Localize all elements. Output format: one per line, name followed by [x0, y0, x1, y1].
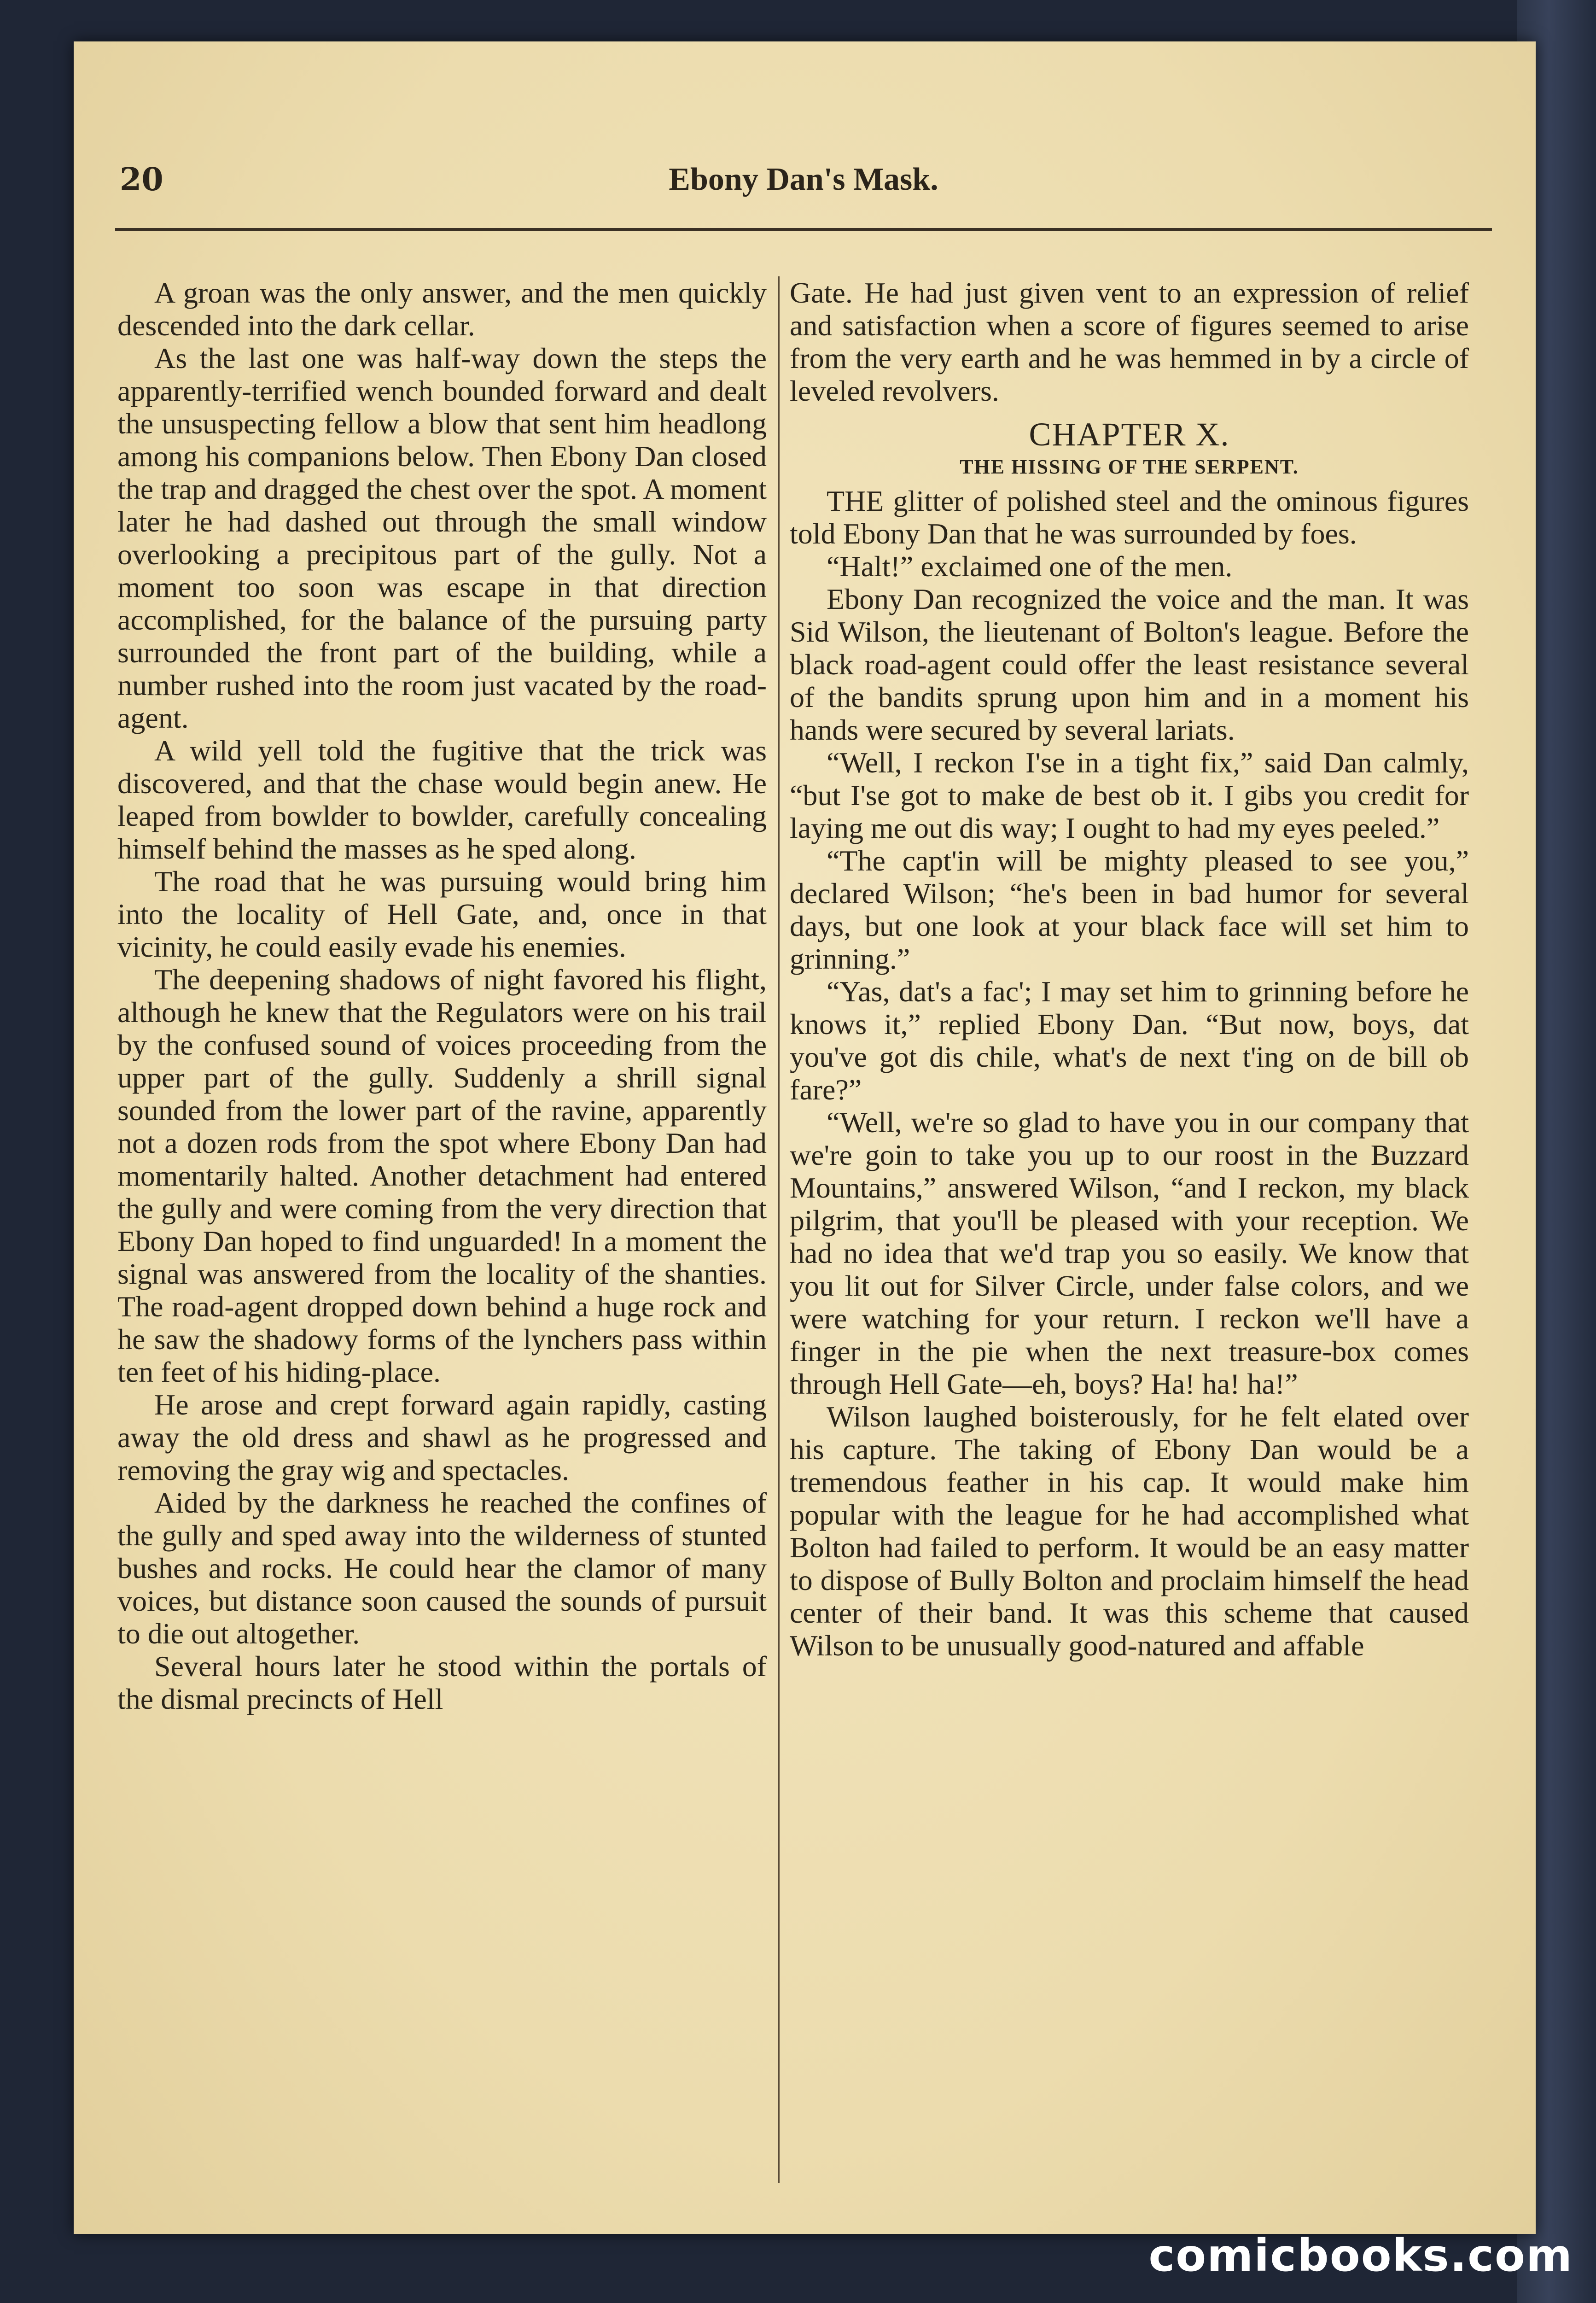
paragraph: A groan was the only answer, and the men quickly descended into the dark cellar. [117, 276, 767, 342]
paragraph: The road that he was pursuing would bring him into the locality of Hell Gate, and, once in that vicinity, he could easily evade his enemies. [117, 865, 767, 963]
header-rule [115, 228, 1492, 231]
paragraph: “Well, we're so glad to have you in our company that we're goin to take you up to our roost in the Buzzard Mountains,” answered Wilson, “and I reckon, my black pilgrim, that you'll be pleased with your reception. We had no idea that we'd trap you so easily. We know that you lit out for Silver Circle, under false colors, and we were watching for your return. I reckon we'll have a finger in the pie when the next treasure-box comes through Hell Gate—eh, boys? Ha! ha! ha!” [790, 1106, 1469, 1400]
page-number: 20 [120, 161, 163, 198]
paragraph: Ebony Dan recognized the voice and the man. It was Sid Wilson, the lieutenant of Bolton's league. Before the black road-agent could offer the least resistance several of the bandits sprung upon him and in a moment his hands were secured by several lariats. [790, 583, 1469, 746]
paragraph: “Yas, dat's a fac'; I may set him to grinning before he knows it,” replied Ebony Dan. “But now, boys, dat you've got dis chile, what's de next t'ing on de bill ob fare?” [790, 975, 1469, 1106]
paragraph: As the last one was half-way down the steps the apparently-terrified wench bounded forward and dealt the unsuspecting fellow a blow that sent him headlong among his companions below. Then Ebony Dan closed the trap and dragged the chest over the spot. A moment later he had dashed out through the small window overlooking a precipitous part of the gully. Not a moment too soon was escape in that direction accomplished, for the balance of the pursuing party surrounded the front part of the building, while a number rushed into the room just vacated by the road-agent. [117, 342, 767, 734]
paragraph: Wilson laughed boisterously, for he felt elated over his capture. The taking of Ebony Dan would be a tremendous feather in his cap. It would make him popular with the league for he had accomplished what Bolton had failed to perform. It would be an easy matter to dispose of Bully Bolton and proclaim himself the head center of their band. It was this scheme that caused Wilson to be unusually good-natured and affable [790, 1400, 1469, 1662]
paragraph-continued: Gate. He had just given vent to an expression of relief and satisfaction when a score of figures seemed to arise from the very earth and he was hemmed in by a circle of leveled revolvers. [790, 276, 1469, 407]
chapter-title: CHAPTER X. [1029, 416, 1230, 453]
paragraph: The deepening shadows of night favored his flight, although he knew that the Regulators were on his trail by the confused sound of voices proceeding from the upper part of the gully. Suddenly a shrill signal sounded from the lower part of the ravine, apparently not a dozen rods from the spot where Ebony Dan had momentarily halted. Another detachment had entered the gully and were coming from the very direction that Ebony Dan hoped to find unguarded! In a moment the signal was answered from the locality of the shanties. The road-agent dropped down behind a huge rock and he saw the shadowy forms of the lynchers pass within ten feet of his hiding-place. [117, 963, 767, 1388]
paragraph: “The capt'in will be mighty pleased to see you,” declared Wilson; “he's been in bad humor for several days, but one look at your black face will set him to grinning.” [790, 844, 1469, 975]
paragraph: “Halt!” exclaimed one of the men. [827, 550, 1233, 583]
right-column [790, 276, 1469, 2190]
paragraph: He arose and crept forward again rapidly, casting away the old dress and shawl as he progressed and removing the gray wig and spectacles. [117, 1388, 767, 1486]
column-divider [778, 276, 780, 2183]
left-column [117, 276, 767, 2190]
paragraph: Aided by the darkness he reached the confines of the gully and sped away into the wilderness of stunted bushes and rocks. He could hear the clamor of many voices, but distance soon caused the sounds of pursuit to die out altogether. [117, 1486, 767, 1650]
site-watermark: comicbooks.com [1148, 2230, 1573, 2281]
paragraph: Several hours later he stood within the portals of the dismal precincts of Hell [117, 1650, 767, 1715]
paragraph: A wild yell told the fugitive that the trick was discovered, and that the chase would begin anew. He leaped from bowlder to bowlder, carefully concealing himself behind the masses as he sped along. [117, 734, 767, 865]
chapter-subtitle: THE HISSING OF THE SERPENT. [960, 456, 1299, 478]
paragraph: “Well, I reckon I'se in a tight fix,” said Dan calmly, “but I'se got to make de best ob it. I gibs you credit for laying me out dis way; I ought to had my eyes peeled.” [790, 746, 1469, 844]
paragraph: THE glitter of polished steel and the ominous figures told Ebony Dan that he was surrounded by foes. [790, 485, 1469, 550]
page-header [120, 161, 1487, 221]
book-page [74, 41, 1536, 2234]
running-title: Ebony Dan's Mask. [669, 162, 938, 197]
